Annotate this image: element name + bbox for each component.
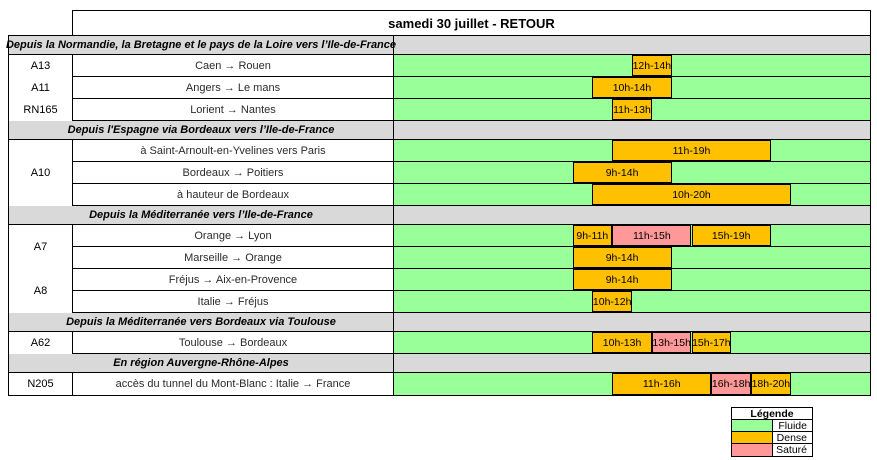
section-header-row	[9, 121, 870, 140]
legend-swatch-fluide	[732, 420, 773, 431]
section-spacer	[394, 354, 870, 372]
section-header-row	[9, 206, 870, 225]
timeline-cell	[394, 373, 870, 395]
table-row	[73, 77, 870, 99]
table-row	[73, 247, 870, 269]
table-row	[73, 55, 870, 77]
timeline-cell	[394, 140, 870, 161]
traffic-band: 15h-19h	[692, 225, 771, 246]
route-cell: Italie → Fréjus	[73, 291, 394, 312]
road-cell: A10	[9, 140, 73, 206]
timeline-cell	[394, 184, 870, 205]
table-body	[5, 35, 871, 396]
table-row	[73, 373, 870, 395]
route-cell: Lorient → Nantes	[73, 99, 394, 120]
route-cell: Orange → Lyon	[73, 225, 394, 246]
traffic-band: 15h-17h	[692, 332, 732, 353]
traffic-band: 18h-20h	[751, 373, 791, 395]
table-row	[73, 269, 870, 291]
traffic-band: 10h-14h	[592, 77, 671, 98]
section-header-row	[9, 354, 870, 373]
timeline-cell	[394, 99, 870, 120]
road-group-a13	[9, 55, 870, 77]
traffic-band: 9h-14h	[573, 162, 672, 183]
table-row	[73, 99, 870, 121]
legend-label: Fluide	[778, 419, 807, 432]
route-cell: Angers → Le mans	[73, 77, 394, 98]
traffic-band: 16h-18h	[711, 373, 751, 395]
table-title: samedi 30 juillet - RETOUR	[72, 10, 871, 35]
timeline-cell	[394, 162, 870, 183]
route-cell: Marseille → Orange	[73, 247, 394, 268]
route-cell: à hauteur de Bordeaux	[73, 184, 394, 205]
traffic-band: 10h-12h	[592, 291, 632, 312]
section-label: En région Auvergne-Rhône-Alpes	[9, 354, 394, 372]
section-spacer	[394, 121, 870, 139]
timeline-cell	[394, 269, 870, 290]
road-cell: N205	[9, 373, 73, 395]
legend-swatch-dense	[732, 432, 773, 443]
section-spacer	[394, 206, 870, 224]
table-row	[73, 225, 870, 247]
legend-row	[732, 444, 812, 456]
traffic-band: 11h-19h	[612, 140, 771, 161]
traffic-forecast-table	[5, 10, 871, 396]
traffic-band: 10h-13h	[592, 332, 652, 353]
road-group-a8	[9, 269, 870, 313]
timeline-cell	[394, 225, 870, 246]
road-cell: A62	[9, 332, 73, 354]
legend-title: Légende	[732, 408, 812, 420]
route-cell: à Saint-Arnoult-en-Yvelines vers Paris	[73, 140, 394, 161]
legend	[731, 407, 813, 457]
section-label: Depuis la Normandie, la Bretagne et le pays de la Loire vers l’Ile-de-France	[9, 36, 394, 54]
traffic-band: 13h-15h	[652, 332, 692, 353]
road-group-a7	[9, 225, 870, 269]
section-label: Depuis la Méditerranée vers l’Ile-de-France	[9, 206, 394, 224]
road-cell: A13	[9, 55, 73, 77]
road-group-a62	[9, 332, 870, 354]
traffic-band: 9h-14h	[573, 269, 672, 290]
traffic-band: 11h-15h	[612, 225, 691, 246]
section-spacer	[394, 36, 870, 54]
legend-row	[732, 420, 812, 432]
road-cell: A7	[9, 225, 73, 269]
road-group-n205	[9, 373, 870, 395]
route-cell: Bordeaux → Poitiers	[73, 162, 394, 183]
section-spacer	[394, 313, 870, 331]
traffic-band: 9h-11h	[573, 225, 613, 246]
timeline-cell	[394, 332, 870, 353]
timeline-cell	[394, 291, 870, 312]
table-row	[73, 332, 870, 354]
road-cell: RN165	[9, 99, 73, 121]
road-group-a11	[9, 77, 870, 99]
legend-label: Dense	[776, 431, 807, 444]
road-group-rn165	[9, 99, 870, 121]
section-header-row	[5, 36, 870, 55]
section-label: Depuis l'Espagne via Bordeaux vers l’Ile-de-France	[9, 121, 394, 139]
traffic-band: 9h-14h	[573, 247, 672, 268]
route-cell: accès du tunnel du Mont-Blanc : Italie → France	[73, 373, 394, 395]
section-label: Depuis la Méditerranée vers Bordeaux via Toulouse	[9, 313, 394, 331]
timeline-cell	[394, 247, 870, 268]
traffic-band: 10h-20h	[592, 184, 790, 205]
traffic-band: 11h-13h	[612, 99, 652, 120]
road-cell: A11	[9, 77, 73, 99]
route-cell: Caen → Rouen	[73, 55, 394, 76]
table-row	[73, 162, 870, 184]
route-cell: Fréjus → Aix-en-Provence	[73, 269, 394, 290]
traffic-band: 11h-16h	[612, 373, 711, 395]
legend-row	[732, 432, 812, 444]
legend-label: Saturé	[776, 444, 807, 456]
timeline-cell	[394, 77, 870, 98]
table-row	[73, 184, 870, 206]
traffic-band: 12h-14h	[632, 55, 672, 76]
legend-swatch-sature	[732, 444, 773, 456]
section-header-row	[9, 313, 870, 332]
route-cell: Toulouse → Bordeaux	[73, 332, 394, 353]
table-row	[73, 291, 870, 313]
road-group-a10	[9, 140, 870, 206]
road-cell: A8	[9, 269, 73, 313]
timeline-cell	[394, 55, 870, 76]
table-row	[73, 140, 870, 162]
